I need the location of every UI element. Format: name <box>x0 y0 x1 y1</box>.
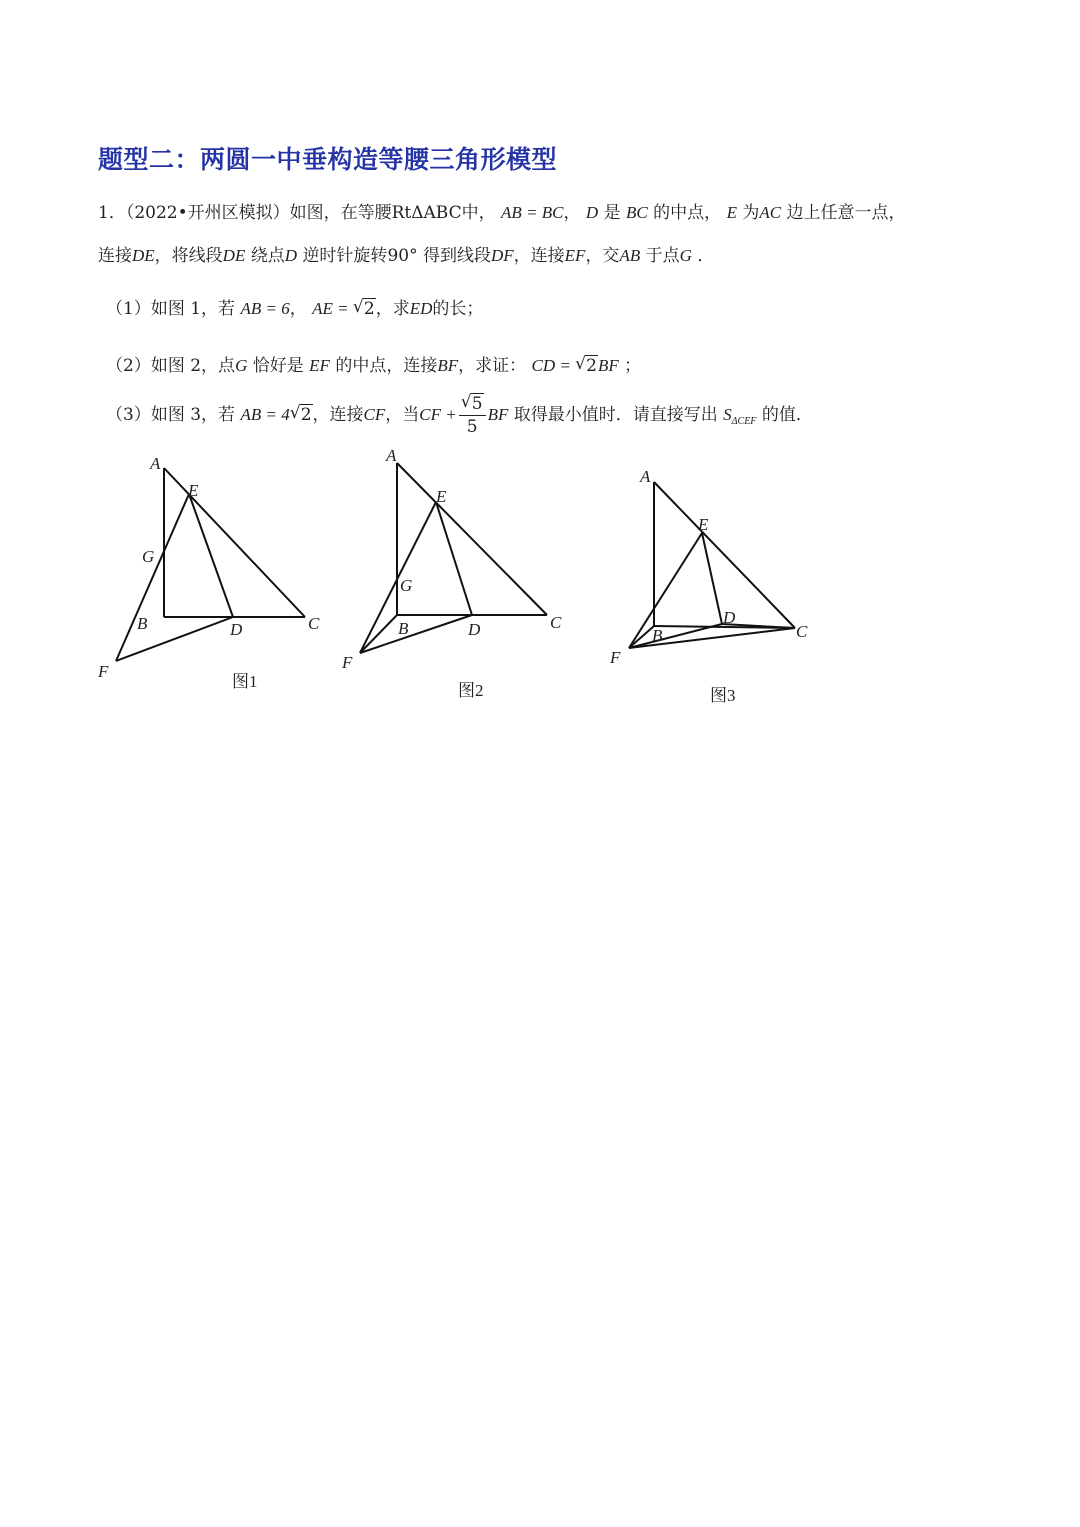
text-fragment: ，求 <box>375 299 410 319</box>
segment-fe <box>116 494 189 661</box>
math-point-d: D <box>585 203 599 222</box>
math-de: DE <box>222 246 246 265</box>
segment-ed <box>436 502 472 615</box>
math-point-e: E <box>726 203 737 222</box>
text-fragment: ， <box>289 299 307 319</box>
segment-ed <box>189 494 233 617</box>
label-d: D <box>723 608 736 627</box>
text-fragment: 绕点 <box>250 246 285 266</box>
label-g: G <box>400 576 413 595</box>
question-label: （2） <box>106 356 151 376</box>
sqrt-value: 2 <box>363 299 375 319</box>
text-fragment: 边上任意一点， <box>786 203 906 223</box>
figure-3 <box>629 482 795 648</box>
sqrt-expression: √ 2 <box>289 403 312 425</box>
fraction-denominator: 5 <box>466 417 478 437</box>
math-de: DE <box>132 246 155 265</box>
math-ab-eq: AB = 6 <box>240 299 290 318</box>
math-cd-eq: CD = <box>531 356 576 375</box>
math-ab-eq: AB = 4 <box>240 405 290 424</box>
label-d: D <box>468 620 481 639</box>
math-bc: BC <box>626 203 648 222</box>
label-c: C <box>550 613 562 632</box>
math-rt-triangle: RtΔABC <box>391 203 462 223</box>
text-fragment: 恰好是 <box>252 356 304 376</box>
segment-fe <box>629 533 702 648</box>
math-ac: AC <box>759 203 782 222</box>
area-s: S <box>723 405 732 424</box>
text-fragment: ，交 <box>585 246 620 266</box>
question-label: （1） <box>106 299 151 319</box>
label-d: D <box>230 620 243 639</box>
text-fragment: 得到线段 <box>422 246 491 266</box>
label-b: B <box>398 619 409 638</box>
sqrt-value: 2 <box>300 405 312 425</box>
question-label: （3） <box>106 405 151 425</box>
sqrt-expression: √ 2 <box>352 297 375 319</box>
segment-ed <box>702 533 722 624</box>
math-cf-plus: CF + <box>419 405 457 424</box>
math-ae-eq: AE = <box>312 299 353 318</box>
label-a: A <box>640 467 651 486</box>
text-fragment: ，求证： <box>458 356 527 376</box>
text-fragment: 的中点， <box>653 203 722 223</box>
math-point-d: D <box>284 246 298 265</box>
figure-2 <box>360 463 547 653</box>
text-fragment: ，当 <box>385 405 420 425</box>
sqrt-value: 2 <box>586 356 597 376</box>
figure-1-labels <box>97 454 320 681</box>
text-fragment: 的值． <box>761 405 813 425</box>
text-fragment: ，连接 <box>513 246 565 266</box>
math-ef: EF <box>309 356 330 375</box>
problem-source: （2022•开州区模拟） <box>125 203 290 223</box>
math-ef: EF <box>564 246 586 265</box>
math-point-g: G <box>235 356 248 375</box>
label-g: G <box>142 547 155 566</box>
text-fragment: 如图，在等腰 <box>289 203 392 223</box>
text-fragment: 如图 3，若 <box>150 405 236 425</box>
math-ab-eq-bc: AB = BC <box>501 203 564 222</box>
segment-ac <box>397 463 547 615</box>
text-fragment: 是 <box>603 203 621 223</box>
label-f: F <box>98 662 109 681</box>
text-fragment: 的中点，连接 <box>335 356 438 376</box>
text-fragment: ，连接 <box>312 405 364 425</box>
label-e: E <box>188 481 199 500</box>
math-df: DF <box>490 246 514 265</box>
math-angle: 90° <box>387 246 418 266</box>
text-fragment: 如图 1，若 <box>150 299 236 319</box>
area-subscript: ΔCEF <box>731 416 757 427</box>
math-bf: BF <box>487 405 509 424</box>
label-e: E <box>436 487 447 506</box>
math-ed: ED <box>409 299 433 318</box>
label-f: F <box>342 653 353 672</box>
math-cf: CF <box>363 405 386 424</box>
sqrt-expression: √ 2 <box>575 354 597 376</box>
text-fragment: ． <box>697 246 715 266</box>
text-fragment: ； <box>624 356 642 376</box>
section-title: 题型二：两圆一中垂构造等腰三角形模型 <box>98 145 558 174</box>
figure-3-caption: 图3 <box>710 686 736 705</box>
text-fragment: 中， <box>461 203 496 223</box>
text-fragment: 于点 <box>645 246 680 266</box>
math-point-g: G <box>679 246 692 265</box>
text-fragment: 的长； <box>432 299 484 319</box>
segment-ac <box>654 482 795 628</box>
text-fragment: ， <box>563 203 581 223</box>
math-ab: AB <box>619 246 641 265</box>
text-fragment: 为 <box>742 203 760 223</box>
problem-number: 1． <box>98 203 126 223</box>
label-c: C <box>308 614 320 633</box>
label-b: B <box>137 614 148 633</box>
segment-ac <box>164 468 305 617</box>
text-fragment: 逆时针旋转 <box>302 246 388 266</box>
segment-df <box>116 617 233 661</box>
text-fragment: 如图 2，点 <box>150 356 236 376</box>
label-b: B <box>652 626 663 645</box>
label-c: C <box>796 622 808 641</box>
math-bf: BF <box>437 356 459 375</box>
figure-1-caption: 图1 <box>232 672 258 691</box>
sqrt-expression: √ 5 <box>460 392 483 414</box>
text-fragment: 连接 <box>98 246 132 266</box>
text-fragment: ，将线段 <box>154 246 223 266</box>
math-bf: BF <box>597 356 619 375</box>
label-a: A <box>386 446 397 465</box>
label-e: E <box>698 515 709 534</box>
figure-2-caption: 图2 <box>458 681 484 700</box>
fraction-numerator: 5 <box>471 394 483 414</box>
label-a: A <box>150 454 161 473</box>
label-f: F <box>610 648 621 667</box>
text-fragment: 取得最小值时．请直接写出 <box>513 405 718 425</box>
